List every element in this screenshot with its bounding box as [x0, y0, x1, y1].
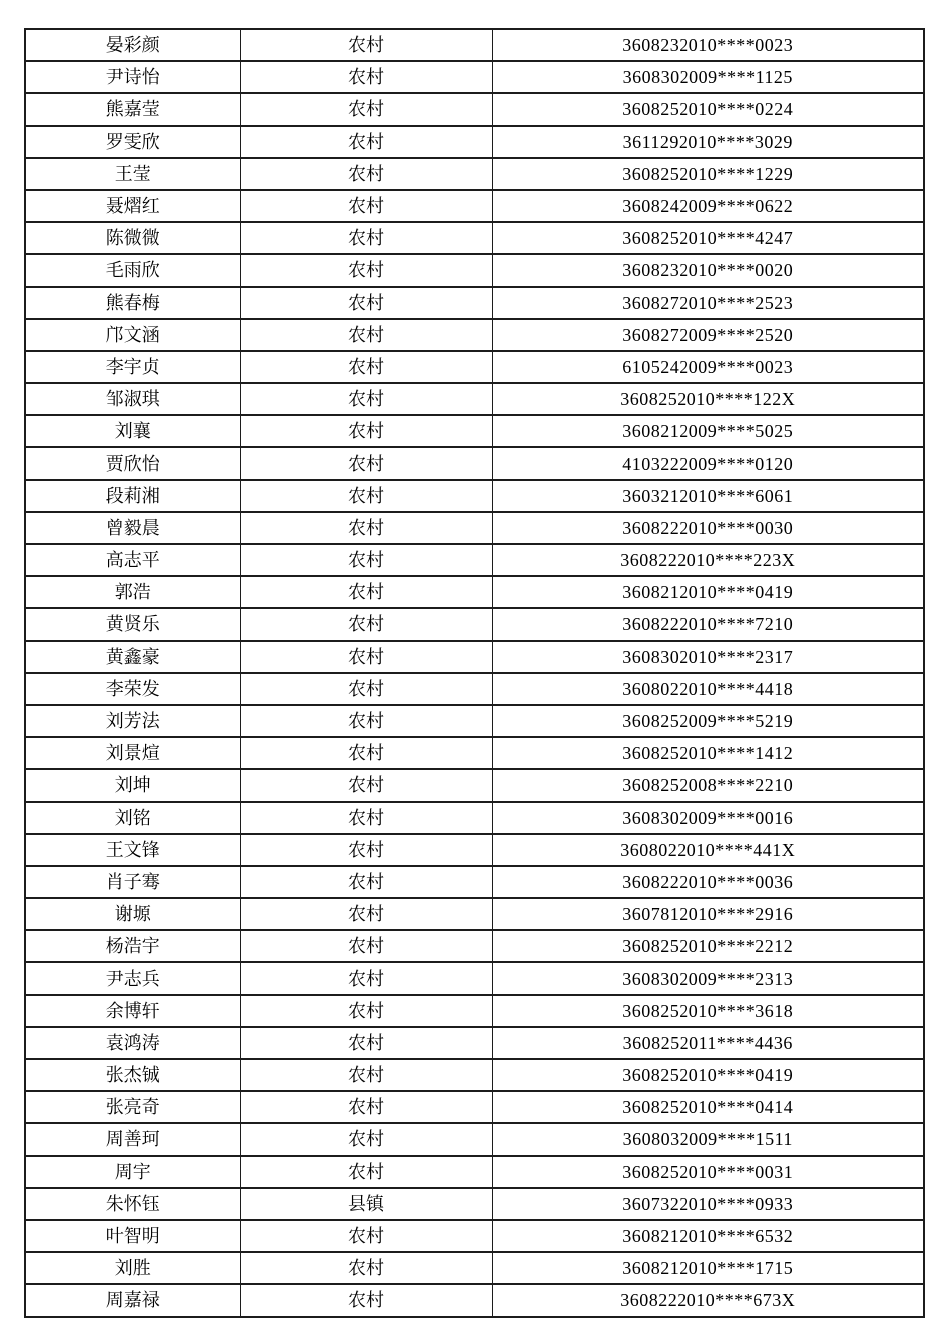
- name-cell: 熊春梅: [25, 287, 240, 319]
- residence-cell: 农村: [240, 641, 492, 673]
- table-row: [25, 1123, 924, 1155]
- name-cell: 余博轩: [25, 995, 240, 1027]
- residence-cell: 农村: [240, 1284, 492, 1316]
- name-cell: 尹志兵: [25, 962, 240, 994]
- table-row: [25, 61, 924, 93]
- name-cell: 晏彩颜: [25, 29, 240, 61]
- table-row: [25, 126, 924, 158]
- id-number-cell: 3608252010****0419: [492, 1059, 924, 1091]
- table-row: [25, 995, 924, 1027]
- id-number-cell: 3608222010****0036: [492, 866, 924, 898]
- name-cell: 周宇: [25, 1156, 240, 1188]
- residence-cell: 农村: [240, 1220, 492, 1252]
- residence-cell: 农村: [240, 737, 492, 769]
- residence-cell: 农村: [240, 1027, 492, 1059]
- residence-cell: 农村: [240, 834, 492, 866]
- name-cell: 刘襄: [25, 415, 240, 447]
- residence-cell: 农村: [240, 995, 492, 1027]
- name-cell: 朱怀钰: [25, 1188, 240, 1220]
- residence-cell: 县镇: [240, 1188, 492, 1220]
- id-number-cell: 3608252009****5219: [492, 705, 924, 737]
- residence-cell: 农村: [240, 287, 492, 319]
- id-number-cell: 3608272009****2520: [492, 319, 924, 351]
- table-row: [25, 1156, 924, 1188]
- name-cell: 高志平: [25, 544, 240, 576]
- id-number-cell: 3608022010****4418: [492, 673, 924, 705]
- name-cell: 刘坤: [25, 769, 240, 801]
- table-row: [25, 29, 924, 61]
- id-number-cell: 3608252010****0031: [492, 1156, 924, 1188]
- id-number-cell: 3608022010****441X: [492, 834, 924, 866]
- table-row: [25, 641, 924, 673]
- id-number-cell: 3608222010****0030: [492, 512, 924, 544]
- table-row: [25, 673, 924, 705]
- id-number-cell: 3608222010****223X: [492, 544, 924, 576]
- residence-cell: 农村: [240, 383, 492, 415]
- residence-cell: 农村: [240, 802, 492, 834]
- residence-cell: 农村: [240, 190, 492, 222]
- table-body: [25, 29, 924, 1317]
- residence-cell: 农村: [240, 544, 492, 576]
- table-row: [25, 93, 924, 125]
- table-row: [25, 1284, 924, 1316]
- name-cell: 叶智明: [25, 1220, 240, 1252]
- document-page: [24, 28, 925, 1318]
- id-number-cell: 3608302009****0016: [492, 802, 924, 834]
- residence-cell: 农村: [240, 1252, 492, 1284]
- table-row: [25, 705, 924, 737]
- table-row: [25, 480, 924, 512]
- id-number-cell: 4103222009****0120: [492, 447, 924, 479]
- name-cell: 杨浩宇: [25, 930, 240, 962]
- id-number-cell: 3608252010****4247: [492, 222, 924, 254]
- id-number-cell: 3608302010****2317: [492, 641, 924, 673]
- id-number-cell: 6105242009****0023: [492, 351, 924, 383]
- name-cell: 毛雨欣: [25, 254, 240, 286]
- name-cell: 黄鑫豪: [25, 641, 240, 673]
- name-cell: 王莹: [25, 158, 240, 190]
- name-cell: 段莉湘: [25, 480, 240, 512]
- id-number-cell: 3608272010****2523: [492, 287, 924, 319]
- table-row: [25, 1091, 924, 1123]
- name-cell: 曾毅晨: [25, 512, 240, 544]
- name-cell: 王文锋: [25, 834, 240, 866]
- id-number-cell: 3608212009****5025: [492, 415, 924, 447]
- table-row: [25, 222, 924, 254]
- table-row: [25, 319, 924, 351]
- table-row: [25, 737, 924, 769]
- residence-cell: 农村: [240, 93, 492, 125]
- name-cell: 刘铭: [25, 802, 240, 834]
- id-number-cell: 3608252010****3618: [492, 995, 924, 1027]
- residence-cell: 农村: [240, 126, 492, 158]
- name-cell: 刘芳法: [25, 705, 240, 737]
- name-cell: 聂熠红: [25, 190, 240, 222]
- name-cell: 陈微微: [25, 222, 240, 254]
- residence-cell: 农村: [240, 351, 492, 383]
- residence-cell: 农村: [240, 1123, 492, 1155]
- id-number-cell: 3608252010****122X: [492, 383, 924, 415]
- id-number-cell: 3608032009****1511: [492, 1123, 924, 1155]
- residence-cell: 农村: [240, 673, 492, 705]
- name-cell: 谢塬: [25, 898, 240, 930]
- residence-cell: 农村: [240, 866, 492, 898]
- residence-cell: 农村: [240, 158, 492, 190]
- table-row: [25, 351, 924, 383]
- residence-cell: 农村: [240, 480, 492, 512]
- id-number-cell: 3608252010****0224: [492, 93, 924, 125]
- id-number-cell: 3608222010****673X: [492, 1284, 924, 1316]
- id-number-cell: 3608232010****0023: [492, 29, 924, 61]
- table-row: [25, 1220, 924, 1252]
- id-number-cell: 3608212010****0419: [492, 576, 924, 608]
- name-cell: 黄贤乐: [25, 608, 240, 640]
- residence-cell: 农村: [240, 962, 492, 994]
- id-number-cell: 3608252010****1229: [492, 158, 924, 190]
- name-cell: 贾欣怡: [25, 447, 240, 479]
- table-row: [25, 254, 924, 286]
- name-cell: 邹淑琪: [25, 383, 240, 415]
- table-row: [25, 866, 924, 898]
- residence-cell: 农村: [240, 1156, 492, 1188]
- residence-cell: 农村: [240, 1091, 492, 1123]
- id-number-cell: 3608252011****4436: [492, 1027, 924, 1059]
- name-cell: 周嘉禄: [25, 1284, 240, 1316]
- residence-cell: 农村: [240, 29, 492, 61]
- id-number-cell: 3608212010****6532: [492, 1220, 924, 1252]
- table-row: [25, 287, 924, 319]
- name-cell: 李荣发: [25, 673, 240, 705]
- id-number-cell: 3608252010****2212: [492, 930, 924, 962]
- table-row: [25, 898, 924, 930]
- name-cell: 尹诗怡: [25, 61, 240, 93]
- table-row: [25, 576, 924, 608]
- id-number-cell: 3608242009****0622: [492, 190, 924, 222]
- id-number-cell: 3608212010****1715: [492, 1252, 924, 1284]
- table-row: [25, 1059, 924, 1091]
- residence-cell: 农村: [240, 608, 492, 640]
- residence-cell: 农村: [240, 1059, 492, 1091]
- residence-cell: 农村: [240, 930, 492, 962]
- id-number-cell: 3608252010****0414: [492, 1091, 924, 1123]
- table-row: [25, 190, 924, 222]
- table-row: [25, 769, 924, 801]
- id-number-cell: 3608252008****2210: [492, 769, 924, 801]
- name-cell: 张亮奇: [25, 1091, 240, 1123]
- residence-cell: 农村: [240, 512, 492, 544]
- table-row: [25, 834, 924, 866]
- name-cell: 罗雯欣: [25, 126, 240, 158]
- id-number-cell: 3608302009****2313: [492, 962, 924, 994]
- id-number-cell: 3607322010****0933: [492, 1188, 924, 1220]
- name-cell: 袁鸿涛: [25, 1027, 240, 1059]
- id-number-cell: 3608232010****0020: [492, 254, 924, 286]
- residence-cell: 农村: [240, 705, 492, 737]
- table-row: [25, 608, 924, 640]
- residence-cell: 农村: [240, 319, 492, 351]
- table-row: [25, 415, 924, 447]
- residence-cell: 农村: [240, 254, 492, 286]
- name-cell: 熊嘉莹: [25, 93, 240, 125]
- name-cell: 刘景煊: [25, 737, 240, 769]
- residence-cell: 农村: [240, 769, 492, 801]
- table-row: [25, 512, 924, 544]
- id-number-cell: 3607812010****2916: [492, 898, 924, 930]
- residence-cell: 农村: [240, 222, 492, 254]
- table-row: [25, 962, 924, 994]
- residence-cell: 农村: [240, 415, 492, 447]
- table-row: [25, 1027, 924, 1059]
- table-row: [25, 1252, 924, 1284]
- id-number-cell: 3608302009****1125: [492, 61, 924, 93]
- table-row: [25, 802, 924, 834]
- name-cell: 肖子骞: [25, 866, 240, 898]
- table-row: [25, 930, 924, 962]
- name-cell: 李宇贞: [25, 351, 240, 383]
- residence-cell: 农村: [240, 576, 492, 608]
- name-cell: 周善珂: [25, 1123, 240, 1155]
- residence-cell: 农村: [240, 447, 492, 479]
- name-cell: 郭浩: [25, 576, 240, 608]
- id-number-cell: 3603212010****6061: [492, 480, 924, 512]
- table-row: [25, 447, 924, 479]
- name-cell: 刘胜: [25, 1252, 240, 1284]
- id-number-cell: 3608252010****1412: [492, 737, 924, 769]
- id-number-cell: 3611292010****3029: [492, 126, 924, 158]
- table-row: [25, 544, 924, 576]
- id-number-cell: 3608222010****7210: [492, 608, 924, 640]
- residence-cell: 农村: [240, 61, 492, 93]
- residence-cell: 农村: [240, 898, 492, 930]
- table-row: [25, 383, 924, 415]
- table-row: [25, 158, 924, 190]
- name-cell: 张杰铖: [25, 1059, 240, 1091]
- student-roster-table: [24, 28, 925, 1318]
- table-row: [25, 1188, 924, 1220]
- name-cell: 邝文涵: [25, 319, 240, 351]
